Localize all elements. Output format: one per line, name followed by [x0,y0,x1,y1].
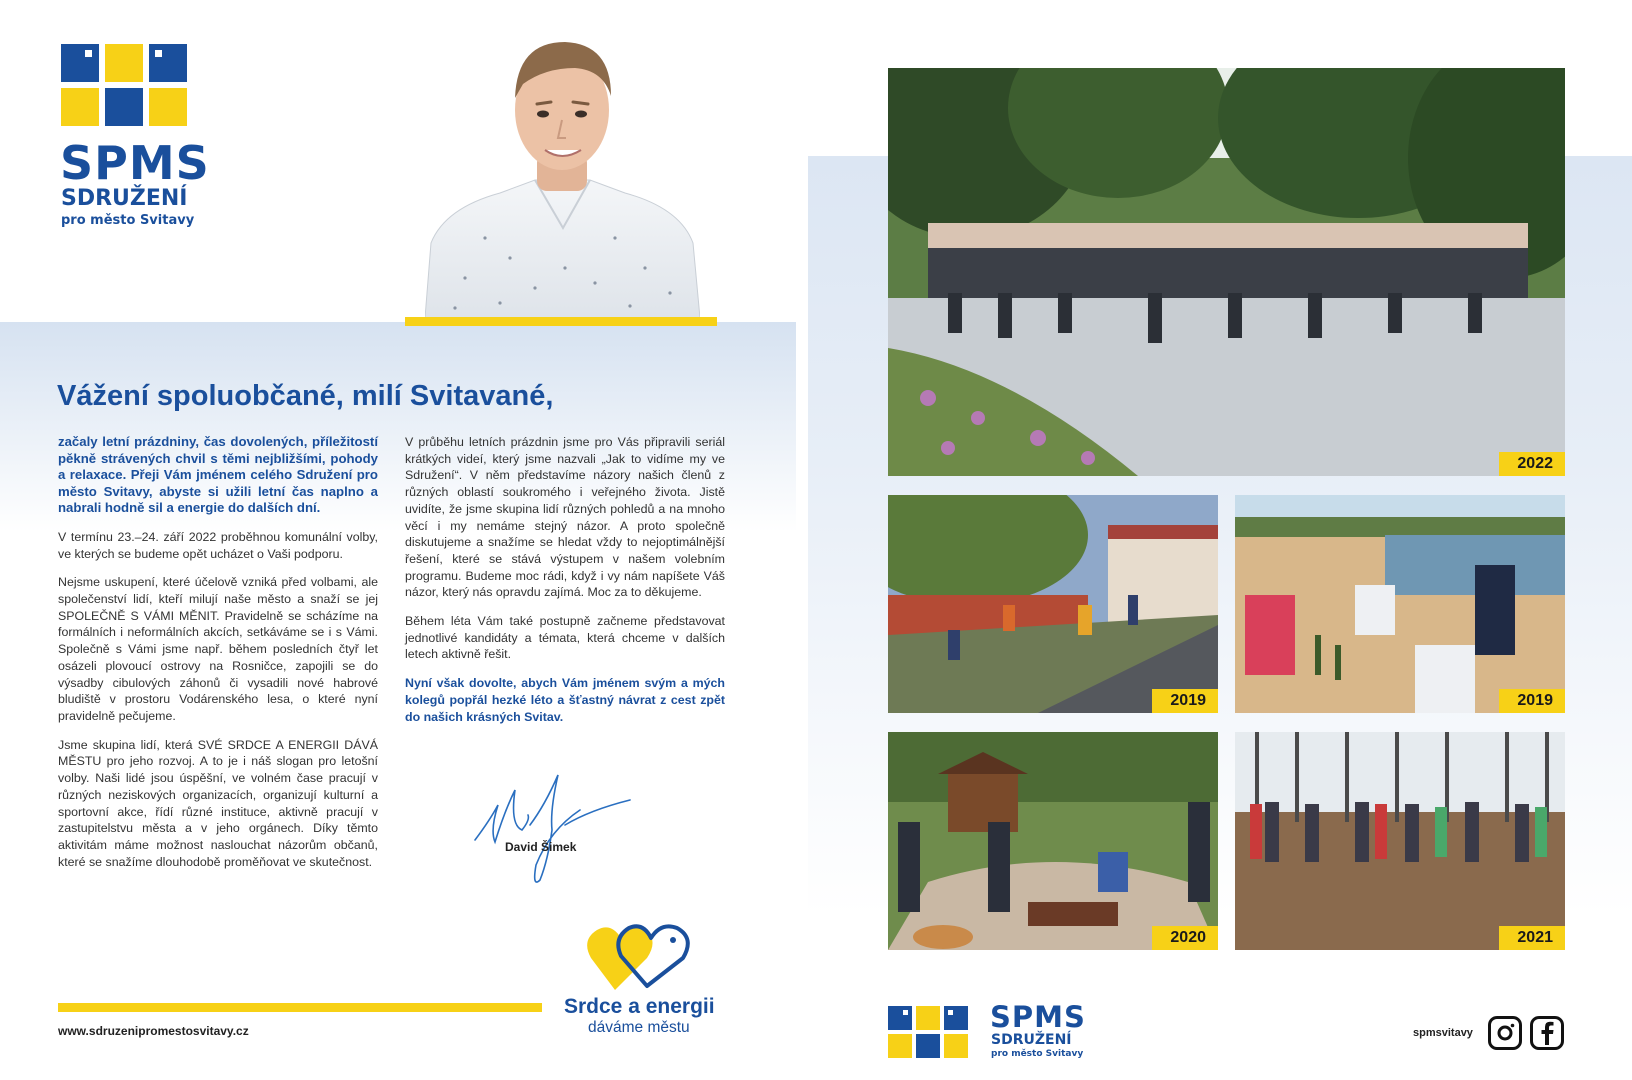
footer-bar [58,1003,542,1012]
left-page [0,0,796,1080]
logo-squares [61,44,187,126]
lead-paragraph: začaly letní prázdniny, čas dovolených, příležitostí pěkně strávených chvil s těmi nejbližšími, pohody a relaxace. Přeji Vám jménem celého Sdružení pro město Svitavy, abyste si užili letní čas naplno a nabrali hodně sil a energie do dalších dní. [58,434,378,516]
gallery-photo-group [888,68,1565,476]
slogan-line-2: dáváme městu [588,1019,690,1036]
logo-squares [888,1006,968,1058]
signature-name: David Šimek [505,840,577,854]
year-badge: 2019 [1152,689,1218,713]
logo-tagline: pro město Svitavy [991,1049,1084,1059]
facebook-icon[interactable] [1530,1016,1564,1050]
paragraph: V termínu 23.–24. září 2022 proběhnou komunální volby, ve kterých se budeme opět ucházet o Vaši podporu. [58,529,378,561]
letter-greeting: Vážení spoluobčané, milí Svitavané, [57,380,554,412]
slogan-line-1: Srdce a energii [564,995,715,1018]
closing-paragraph: Nyní však dovolte, abych Vám jménem svým a mých kolegů popřál hezké léto a šťastný návrat z cest zpět do našich krásných Svitav. [405,676,725,724]
instagram-icon[interactable] [1488,1016,1522,1050]
gallery-photo-campfire [888,732,1218,950]
year-badge: 2022 [1499,452,1565,476]
year-badge: 2020 [1152,926,1218,950]
gallery-photo-tree-planting [1235,732,1565,950]
letter-column-2 [405,434,725,737]
portrait-underline [405,317,717,326]
logo-subtitle: SDRUŽENÍ [61,186,188,211]
paragraph: Nejsme uskupení, které účelově vzniká před volbami, ale společenství lidí, kteří milují naše město a snaží se jej SPOLEČNĚ S VÁMI MĚNIT. Pravidelně se scházíme na formálních i neformálních akcích, setkáváme se i s Vámi. Společně s Vámi jsme např. během posledních čtyř let osázeli plovoucí ostrovy na Rosničce, zapojili se do výsadby cibulových záhonů či vysadili nové habrové bludiště v prostoru Vodárenského lesa, o které nyní pravidelně pečujeme. [58,575,378,723]
logo-tagline: pro město Svitavy [61,213,195,228]
website-link[interactable]: www.sdruzenipromestosvitavy.cz [58,1024,249,1038]
gallery-photo-street-planting [888,495,1218,713]
year-badge: 2019 [1499,689,1565,713]
right-page [808,0,1632,1080]
gallery-photo-lake-planting [1235,495,1565,713]
logo-name: SPMS [60,136,210,190]
paragraph: Jsme skupina lidí, která SVÉ SRDCE A ENERGII DÁVÁ MĚSTU pro jeho rozvoj. A to je i náš slogan pro letošní volby. Naši lidé jsou úspěšní, ve volném čase pracují v různých neziskových organizacích, organizují kulturní a sportovní akce, řídí různé instituce, aktivně pracují v zastupitelstvu města a v jeho orgánech. Díky těmto aktivitám máme možnost naslouchat názorům občanů, které se snažíme dlouhodobě proměňovat ve skutečnost. [58,737,378,869]
year-badge: 2021 [1499,926,1565,950]
handwritten-signature [470,770,635,890]
portrait-photo [425,28,700,318]
paragraph: Během léta Vám také postupně začneme představovat jednotlivé kandidáty a témata, která chceme v dalších letech aktivně řešit. [405,614,725,662]
logo-name: SPMS [990,1000,1086,1034]
heart-icon [585,918,700,993]
logo-subtitle: SDRUŽENÍ [991,1032,1072,1048]
paragraph: V průběhu letních prázdnin jsme pro Vás připravili seriál krátkých videí, který jsme nazvali „Jak to vidíme my ve Sdružení“. V něm představíme názory našich členů z různých oblastí soukromého i veřejného života. Jistě uvidíte, že jsme skupina lidí různých pohledů a na mnoho věcí i my nemáme stejný názor. A proto společně diskutujeme a snažíme se hledat vždy to nejoptimálnější řešení, které se stává výstupem v našem volebním programu. Budeme moc rádi, když i vy nám napíšete Váš názor, který nás opravdu zajímá. Moc za to děkujeme. [405,435,725,600]
letter-column-1 [58,434,378,882]
social-handle: spmsvitavy [1413,1027,1473,1039]
